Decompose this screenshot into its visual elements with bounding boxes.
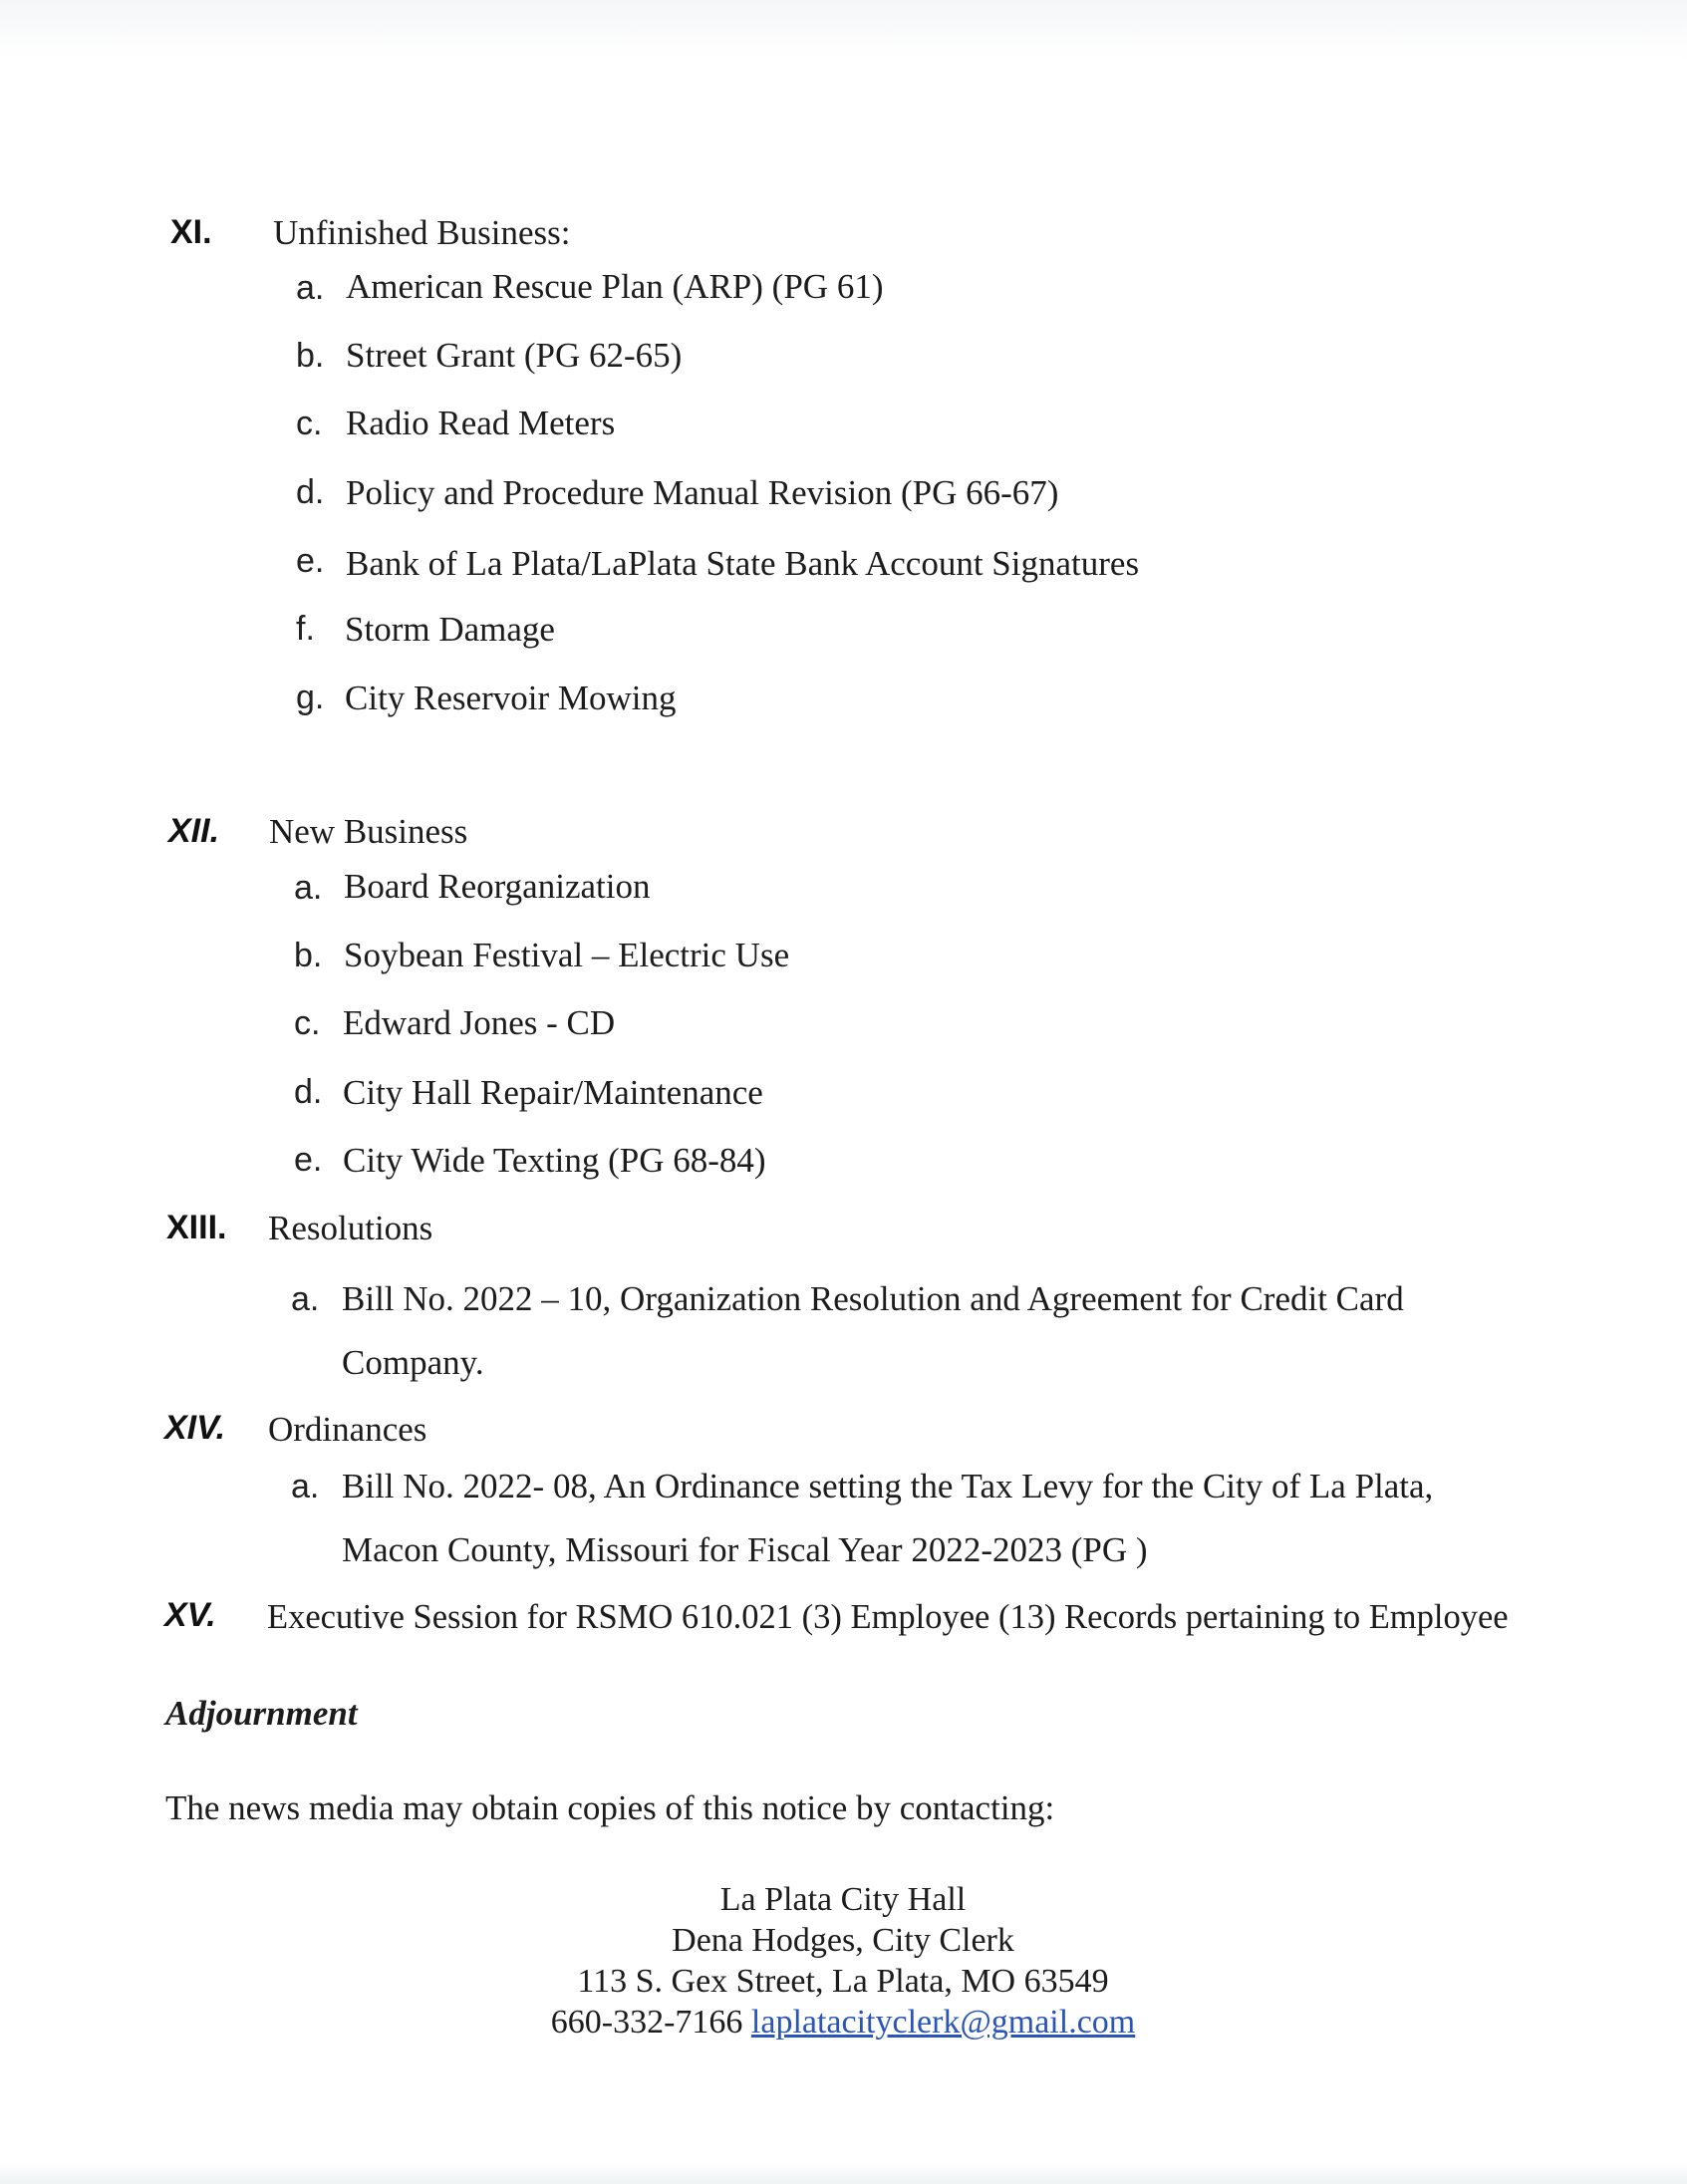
section-numeral: XIV.: [164, 1409, 226, 1447]
item-text: City Wide Texting (PG 68-84): [343, 1141, 766, 1180]
item-text: Bill No. 2022 – 10, Organization Resolution and Agreement for Credit Card: [342, 1279, 1404, 1318]
item-letter: g.: [296, 679, 325, 716]
item-text: Soybean Festival – Electric Use: [344, 936, 790, 974]
item-letter: d.: [296, 473, 325, 511]
section-numeral: XIII.: [166, 1209, 227, 1246]
item-text: American Rescue Plan (ARP) (PG 61): [346, 267, 884, 306]
section-heading: Unfinished Business:: [273, 213, 571, 252]
item-letter: a.: [294, 869, 323, 907]
media-notice: The news media may obtain copies of this notice by contacting:: [165, 1788, 1055, 1827]
item-text: Board Reorganization: [344, 867, 651, 906]
item-text-continuation: Macon County, Missouri for Fiscal Year 2022-2023 (PG ): [342, 1530, 1148, 1569]
adjournment-heading: Adjournment: [165, 1694, 358, 1733]
scan-edge-top: [0, 0, 1687, 60]
item-letter: e.: [296, 542, 325, 580]
section-heading: New Business: [269, 812, 468, 851]
contact-line: [444, 2004, 1242, 2042]
item-letter: c.: [296, 405, 323, 442]
item-text-continuation: Company.: [342, 1343, 484, 1382]
section-heading: Ordinances: [268, 1410, 427, 1449]
contact-email-link[interactable]: laplatacityclerk@gmail.com: [750, 2004, 1136, 2041]
item-text: Storm Damage: [345, 610, 555, 649]
contact-office: La Plata City Hall: [719, 1881, 967, 1918]
contact-phone: 660-332-7166: [550, 2004, 743, 2041]
item-letter: b.: [296, 337, 325, 375]
item-letter: d.: [294, 1073, 323, 1111]
item-text: Radio Read Meters: [346, 404, 616, 442]
item-text: Bill No. 2022- 08, An Ordinance setting the Tax Levy for the City of La Plata,: [342, 1467, 1434, 1505]
section-numeral: XII.: [168, 812, 220, 850]
section-numeral: XI.: [170, 213, 212, 251]
item-text: City Hall Repair/Maintenance: [343, 1073, 763, 1112]
item-letter: b.: [294, 937, 323, 974]
item-text: Policy and Procedure Manual Revision (PG 66-67): [346, 473, 1059, 512]
contact-address: 113 S. Gex Street, La Plata, MO 63549: [577, 1963, 1109, 2000]
item-letter: a.: [291, 1280, 320, 1318]
section-heading: Executive Session for RSMO 610.021 (3) Employee (13) Records pertaining to Employee: [267, 1598, 1509, 1636]
section-numeral: XV.: [164, 1596, 216, 1634]
item-letter: a.: [291, 1468, 320, 1505]
item-text: Bank of La Plata/LaPlata State Bank Account Signatures: [346, 544, 1140, 583]
section-heading: Resolutions: [268, 1209, 433, 1247]
item-text: Street Grant (PG 62-65): [346, 336, 683, 375]
item-text: Edward Jones - CD: [343, 1003, 616, 1042]
scan-edge-bottom: [0, 2162, 1687, 2184]
item-letter: f.: [296, 610, 315, 648]
item-text: City Reservoir Mowing: [345, 679, 677, 717]
item-letter: c.: [294, 1004, 321, 1042]
item-letter: a.: [296, 269, 325, 307]
contact-clerk: Dena Hodges, City Clerk: [672, 1922, 1014, 1959]
item-letter: e.: [294, 1141, 323, 1179]
